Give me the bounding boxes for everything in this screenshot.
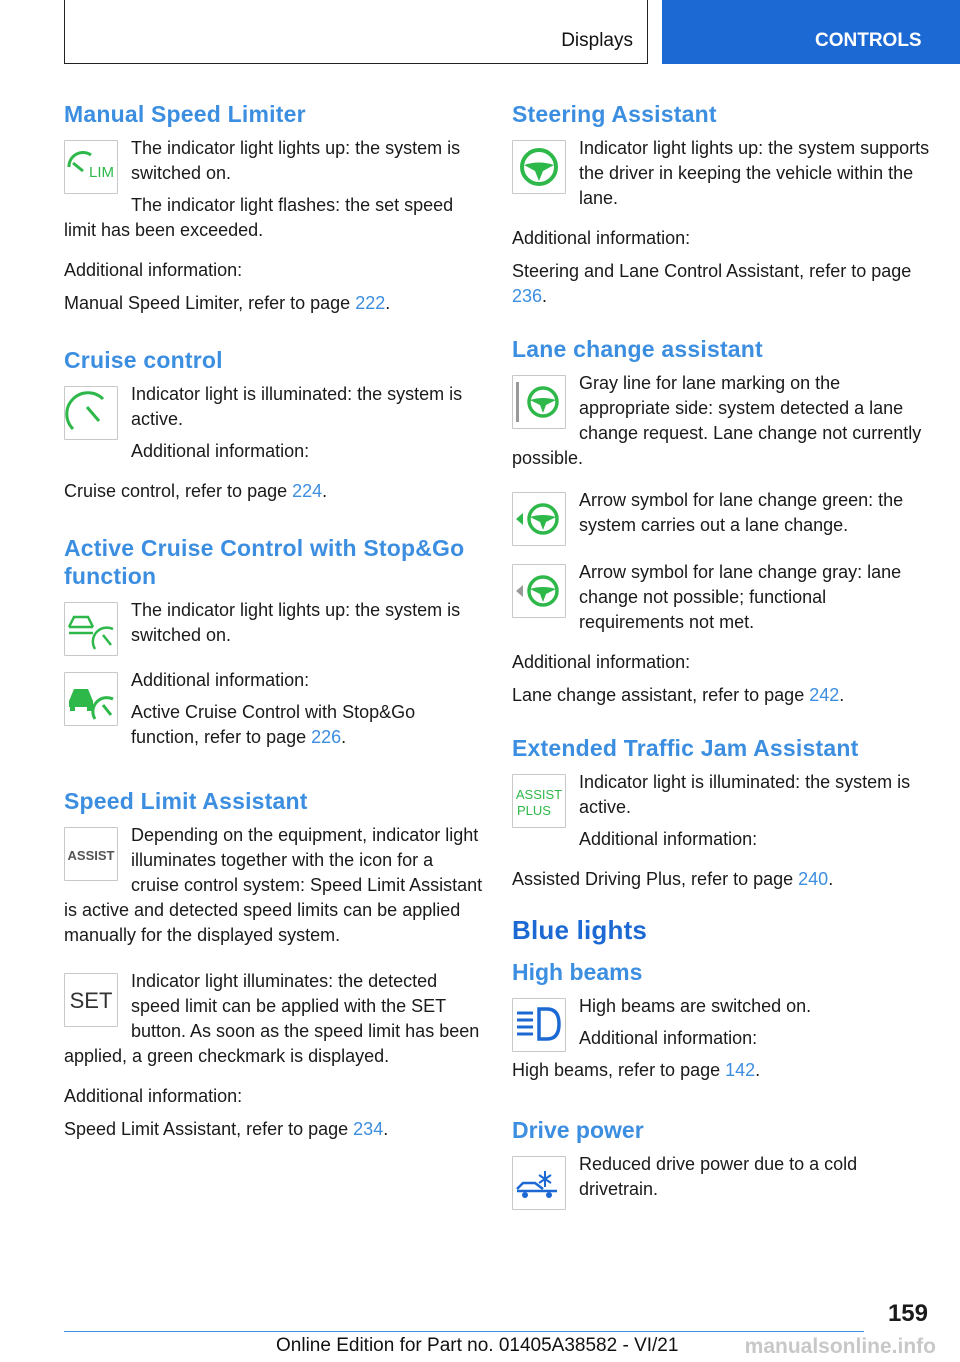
lane-additional: Additional information:	[512, 652, 691, 672]
assist-plus-icon	[512, 774, 566, 828]
cold-drivetrain-icon	[512, 1156, 566, 1210]
header-chapter-label: CONTROLS	[815, 30, 922, 51]
steering-wheel-icon	[512, 140, 566, 194]
manual-speed-limiter-title: Manual Speed Limiter	[64, 101, 306, 127]
header-section	[64, 0, 648, 64]
drive-power-title: Drive power	[512, 1117, 644, 1143]
section-speed-limit-assistant	[64, 787, 484, 1142]
blue-lights-title: Blue lights	[512, 915, 648, 945]
sla-line1: Depending on the equipment, indicator light illuminates together with the icon for a cruise control system: Speed Limit Assistant is active and detected speed limits can be applied manually for the displayed system.	[64, 825, 483, 945]
acc-ref-text: Active Cruise Control with Stop&Go function, refer to page	[131, 702, 416, 747]
drive-power-item	[512, 1152, 932, 1214]
manual-limiter-item	[64, 136, 484, 250]
manual-limiter-page-link[interactable]: 222	[355, 293, 386, 313]
edition-text: Online Edition for Part no. 01405A38582 - VI/21	[276, 1335, 679, 1356]
lane-change-gray-arrow-icon	[512, 564, 566, 618]
cruise-control-title: Cruise control	[64, 347, 223, 373]
cruise-control-line1: Indicator light is illuminated: the system is active.	[131, 384, 463, 429]
manual-limiter-line1: The indicator light lights up: the system is switched on.	[131, 138, 461, 183]
high-beams-line1: High beams are switched on.	[579, 996, 812, 1016]
lane-line2: Arrow symbol for lane change green: the system carries out a lane change.	[579, 490, 904, 535]
traffic-jam-assistant-title: Extended Traffic Jam Assistant	[512, 735, 859, 761]
cruise-control-page-link[interactable]: 224	[292, 481, 323, 501]
lane-change-green-arrow-icon	[512, 492, 566, 546]
high-beams-reference: High beams, refer to page 142.	[512, 1060, 761, 1080]
high-beams-ref-text: High beams, refer to page	[512, 1060, 726, 1080]
sla-ref-text: Speed Limit Assistant, refer to page	[64, 1119, 354, 1139]
cruise-control-reference: Cruise control, refer to page 224.	[64, 481, 328, 501]
acc-item	[64, 598, 484, 660]
section-steering-assistant	[512, 100, 932, 309]
lane-page-link[interactable]: 242	[809, 685, 840, 705]
high-beam-icon	[512, 998, 566, 1052]
lane-item-3	[512, 560, 932, 642]
high-beams-item	[512, 994, 932, 1090]
watermark-text: manualsonline.info	[744, 1335, 936, 1358]
header-chapter	[662, 0, 960, 64]
cruise-control-additional: Additional information:	[131, 441, 310, 461]
steering-reference: Steering and Lane Control Assistant, refer to page 236.	[512, 261, 912, 306]
cruise-control-item	[64, 382, 484, 471]
speed-limiter-lim-icon	[64, 140, 118, 194]
sla-reference: Speed Limit Assistant, refer to page 234.	[64, 1119, 389, 1139]
steering-assistant-title: Steering Assistant	[512, 101, 717, 127]
lane-line3: Arrow symbol for lane change gray: lane change not possible; functional requirements not met.	[579, 562, 902, 632]
steering-ref-text: Steering and Lane Control Assistant, refer to page	[512, 261, 912, 281]
steering-line1: Indicator light lights up: the system supports the driver in keeping the vehicle within the lane.	[579, 138, 930, 208]
footer-divider	[64, 1331, 864, 1332]
lane-change-assistant-title: Lane change assistant	[512, 336, 763, 362]
cruise-control-icon	[64, 386, 118, 440]
assist-plus-text-2: PLUS	[517, 803, 551, 818]
acc-additional: Additional information:	[131, 670, 310, 690]
lim-icon-text: LIM	[89, 164, 115, 181]
acc-line1: The indicator light lights up: the system is switched on.	[131, 600, 461, 645]
lane-ref-text: Lane change assistant, refer to page	[512, 685, 810, 705]
steering-page-link[interactable]: 236	[512, 286, 543, 306]
assist-icon	[64, 827, 118, 881]
tja-line1: Indicator light is illuminated: the system is active.	[579, 772, 911, 817]
section-drive-power	[512, 1116, 932, 1214]
tja-item	[512, 770, 932, 859]
assist-plus-text-1: ASSIST	[515, 787, 563, 802]
steering-item	[512, 136, 932, 218]
section-blue-lights	[512, 916, 932, 1090]
sla-line2: Indicator light illuminates: the detected speed limit can be applied with the SET button. As soon as the speed limit has been applied, a green checkmark is displayed.	[64, 971, 480, 1066]
sla-page-link[interactable]: 234	[353, 1119, 384, 1139]
acc-page-link[interactable]: 226	[311, 727, 342, 747]
assist-icon-text: ASSIST	[67, 848, 115, 863]
page-number: 159	[887, 1300, 928, 1327]
manual-limiter-ref-text: Manual Speed Limiter, refer to page	[64, 293, 356, 313]
high-beams-additional: Additional information:	[579, 1028, 758, 1048]
lane-marking-steering-icon	[512, 375, 566, 429]
left-column	[64, 100, 484, 1172]
section-active-cruise-control	[64, 534, 484, 757]
sla-item-2	[64, 969, 484, 1076]
manual-limiter-reference: Manual Speed Limiter, refer to page 222.	[64, 293, 391, 313]
tja-reference: Assisted Driving Plus, refer to page 240.	[512, 869, 834, 889]
acc-reference: Active Cruise Control with Stop&Go function, refer to page 226.	[131, 702, 416, 747]
sla-item	[64, 823, 484, 955]
lane-item-1	[512, 371, 932, 478]
manual-limiter-additional: Additional information:	[64, 260, 243, 280]
manual-limiter-line2: The indicator light flashes: the set speed limit has been exceeded.	[64, 195, 454, 240]
acc-filled-car-icon	[64, 672, 118, 726]
section-manual-speed-limiter	[64, 100, 484, 316]
header-section-label: Displays	[561, 30, 633, 51]
lane-line1: Gray line for lane marking on the appropriate side: system detected a lane change request. Lane change not currently possible.	[512, 373, 922, 468]
steering-additional: Additional information:	[512, 228, 691, 248]
acc-outline-car-icon	[64, 602, 118, 656]
cruise-control-ref-text: Cruise control, refer to page	[64, 481, 293, 501]
active-cruise-control-title: Active Cruise Control with Stop&Go function	[64, 535, 465, 589]
set-icon	[64, 973, 118, 1027]
speed-limit-assistant-title: Speed Limit Assistant	[64, 788, 308, 814]
lane-reference: Lane change assistant, refer to page 242.	[512, 685, 845, 705]
acc-item-2	[64, 668, 484, 757]
right-column	[512, 100, 932, 1244]
section-lane-change-assistant	[512, 335, 932, 708]
tja-additional: Additional information:	[579, 829, 758, 849]
tja-page-link[interactable]: 240	[798, 869, 829, 889]
drive-power-line1: Reduced drive power due to a cold drivetrain.	[579, 1154, 858, 1199]
lane-item-2	[512, 488, 932, 550]
sla-additional: Additional information:	[64, 1086, 243, 1106]
tja-ref-text: Assisted Driving Plus, refer to page	[512, 869, 799, 889]
section-traffic-jam-assistant	[512, 734, 932, 892]
section-cruise-control	[64, 346, 484, 504]
high-beams-title: High beams	[512, 959, 643, 985]
high-beams-page-link[interactable]: 142	[725, 1060, 756, 1080]
set-icon-text: SET	[69, 988, 113, 1013]
